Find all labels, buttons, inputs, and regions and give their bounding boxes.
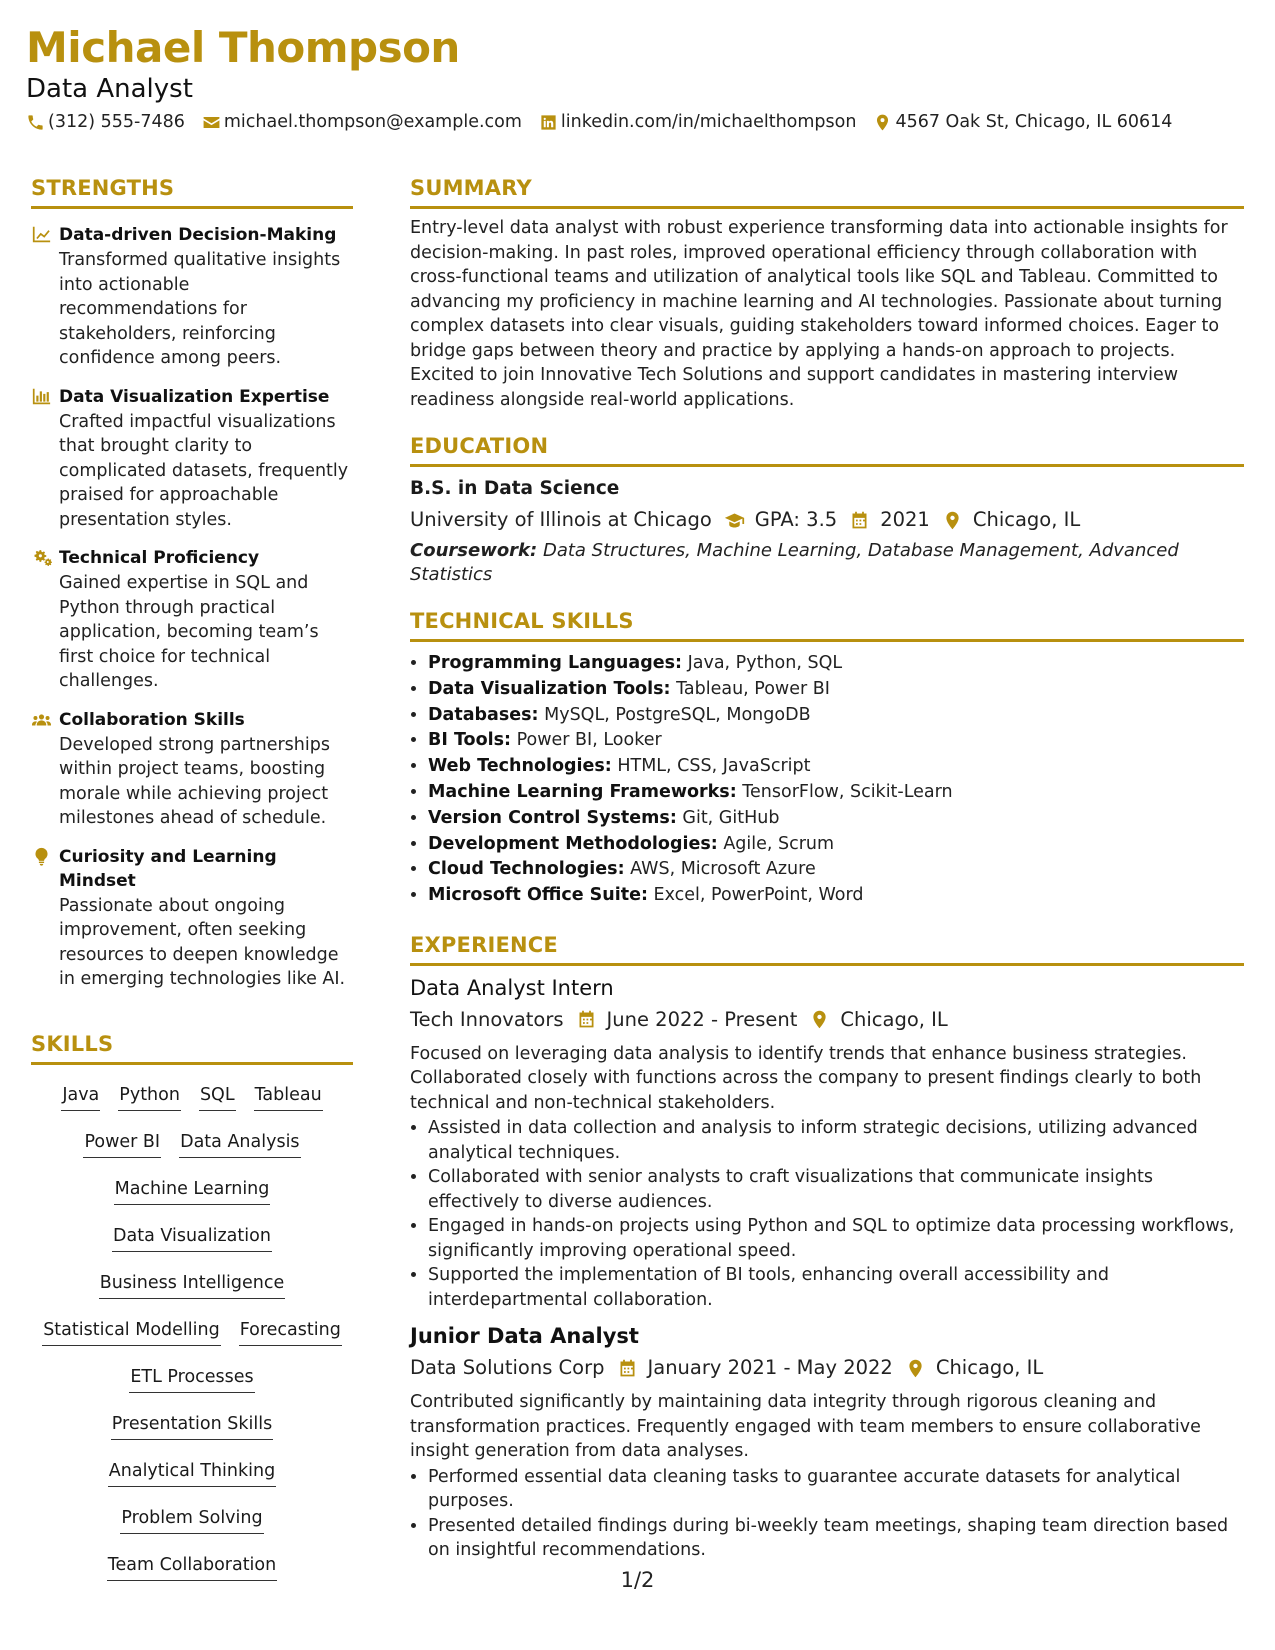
line-chart-icon [31,225,52,244]
technical-skills-heading: TECHNICAL SKILLS [410,607,1244,642]
strength-item [31,385,353,533]
candidate-name: Michael Thompson [26,23,460,72]
strength-title: Collaboration Skills [59,709,245,730]
coursework-label: Coursework: [410,540,538,561]
experience-heading: EXPERIENCE [410,931,1244,966]
skill-tag: Forecasting [239,1316,342,1346]
skill-tag: Analytical Thinking [108,1457,276,1487]
list-item [428,883,1244,909]
skills-heading: SKILLS [31,1030,353,1065]
linkedin-icon [539,113,558,132]
list-item [428,703,1244,729]
skill-tag: SQL [199,1081,236,1111]
skill-tag: Tableau [254,1081,323,1111]
strength-item [31,708,353,831]
page-number: 1/2 [620,1568,655,1592]
skill-tag: Team Collaboration [107,1551,277,1581]
skill-tag: Data Visualization [112,1222,272,1252]
map-pin-icon [873,113,892,132]
education-gpa: GPA: 3.5 [754,508,838,531]
map-pin-icon [942,510,963,531]
graduation-cap-icon [724,510,745,531]
tech-skill-label: BI Tools: [428,730,512,751]
tech-skill-label: Version Control Systems: [428,807,677,828]
job-title: Data Analyst Intern [410,975,614,1000]
skill-tag: Python [118,1081,181,1111]
tech-skill-label: Machine Learning Frameworks: [428,781,737,802]
education-meta [410,506,1244,534]
list-item: • Presented detailed findings during bi-weekly team meetings, shaping team direction based on insightful recommendations. [428,1514,1244,1563]
list-item: • Collaborated with senior analysts to craft visualizations that communicate insights effectively to diverse audiences. [428,1165,1244,1214]
tech-skill-value: Excel, PowerPoint, Word [647,885,864,906]
skill-tag: Machine Learning [114,1175,271,1205]
tech-skill-value: TensorFlow, Scikit-Learn [736,781,953,802]
list-item [428,857,1244,883]
skill-tag: Business Intelligence [99,1269,286,1299]
tech-skill-label: Microsoft Office Suite: [428,885,648,906]
calendar-icon [617,1358,638,1379]
strength-item [31,845,353,992]
list-item [428,651,1244,677]
tech-skill-label: Web Technologies: [428,756,612,777]
tech-skill-label: Cloud Technologies: [428,859,625,880]
gears-icon [31,548,52,567]
strength-description: Developed strong partnerships within project teams, boosting morale while achieving project milestones ahead of schedule. [59,734,330,828]
list-item: • Supported the implementation of BI tools, enhancing overall accessibility and interdepartmental collaboration. [428,1263,1244,1312]
tech-skill-label: Databases: [428,704,539,725]
skill-tag: Statistical Modelling [42,1316,221,1346]
job-location: Chicago, IL [840,1007,948,1031]
skill-tag: ETL Processes [129,1363,254,1393]
tech-skill-value: Tableau, Power BI [670,678,830,699]
list-item [428,754,1244,780]
list-item [428,832,1244,858]
left-column [31,174,353,1594]
strength-description: Passionate about ongoing improvement, often seeking resources to deepen knowledge in emerging technologies like AI. [59,895,346,989]
tech-skill-label: Programming Languages: [428,653,683,673]
job-location: Chicago, IL [935,1356,1044,1380]
list-item [428,780,1244,806]
job-meta [410,1354,1244,1382]
bar-chart-icon [31,387,52,406]
contact-linkedin[interactable] [539,112,857,132]
tech-skill-value: Agile, Scrum [717,833,835,854]
list-item: • Engaged in hands-on projects using Python and SQL to optimize data processing workflows, significantly improving operational speed. [428,1214,1244,1263]
strengths-heading: STRENGTHS [31,174,353,209]
tech-skill-value: Power BI, Looker [511,730,662,751]
tech-skill-label: Data Visualization Tools: [428,678,671,699]
job-dates: January 2021 - May 2022 [647,1356,893,1380]
contact-address [873,112,1172,132]
job-company: Data Solutions Corp [410,1356,605,1380]
coursework-list: Data Structures, Machine Learning, Database Management, Advanced Statistics [410,540,1179,585]
education-year: 2021 [880,508,930,531]
job-meta [410,1006,1244,1034]
list-item [428,728,1244,754]
strength-title: Technical Proficiency [59,548,260,568]
job-description: Contributed significantly by maintaining data integrity through rigorous cleaning and transformation practices. Frequently engaged with team members to ensure collaborative insight generation from data analyses. [410,1392,1201,1462]
strength-item [31,546,353,694]
strength-description: Crafted impactful visualizations that brought clarity to complicated datasets, frequently praised for approachable presentation styles. [59,411,349,530]
skill-tag: Power BI [83,1128,161,1158]
calendar-icon [849,510,870,531]
strength-description: Gained expertise in SQL and Python through practical application, becoming team’s first choice for technical challenges. [59,573,319,691]
contact-linkedin-text: linkedin.com/in/michaelthompson [560,112,857,132]
tech-skill-value: AWS, Microsoft Azure [624,859,816,880]
contact-email-text: michael.thompson@example.com [223,112,522,132]
list-item: • Performed essential data cleaning tasks to guarantee accurate datasets for analytical purposes. [428,1465,1244,1514]
users-icon [31,710,52,729]
contact-bar [26,112,1256,132]
skill-tag: Problem Solving [120,1504,263,1534]
lightbulb-icon [31,847,52,866]
contact-address-text: 4567 Oak St, Chicago, IL 60614 [895,112,1173,132]
tech-skill-value: Git, GitHub [676,807,780,828]
job-title: Junior Data Analyst [410,1324,639,1349]
list-item: • Assisted in data collection and analysis to inform strategic decisions, utilizing advanced analytical techniques. [428,1116,1244,1165]
envelope-icon [202,113,221,132]
strength-title: Data Visualization Expertise [59,386,330,407]
list-item [428,806,1244,832]
tech-skill-value: HTML, CSS, JavaScript [611,756,811,777]
job-description: Focused on leveraging data analysis to identify trends that enhance business strategies. Collaborated closely with functions across the company to present findings clearly to both technical and non-technical stakeholders. [410,1043,1202,1113]
education-school: University of Illinois at Chicago [410,508,712,531]
resume-header [26,22,1256,132]
contact-email[interactable] [202,112,522,132]
tech-skill-label: Development Methodologies: [428,833,718,854]
education-location: Chicago, IL [972,508,1081,531]
summary-text: Entry-level data analyst with robust experience transforming data into actionable insights for decision-making. In past roles, improved operational efficiency through collaboration with cross-functional teams and utilization of analytical tools like SQL and Tableau. Committed to advancing my proficiency in machine learning and AI technologies. Passionate about turning complex datasets into clear visuals, guiding stakeholders toward informed choices. Eager to bridge gaps between theory and practice by applying a hands-on approach to projects. Excited to join Innovative Tech Solutions and support candidates in mastering interview readiness alongside real-world applications. [410,218,1228,410]
strength-item [31,223,353,371]
candidate-title: Data Analyst [26,74,193,104]
phone-icon [26,113,45,132]
job-bullets [410,1116,1244,1312]
tech-skill-value: MySQL, PostgreSQL, MongoDB [538,704,811,725]
map-pin-icon [809,1009,830,1030]
right-column [410,174,1244,1573]
list-item [428,677,1244,703]
education-heading: EDUCATION [410,432,1244,467]
strength-title: Curiosity and Learning Mindset [59,846,277,891]
tech-skill-value: Java, Python, SQL [682,653,843,673]
skills-tag-list [31,1077,353,1594]
strength-description: Transformed qualitative insights into actionable recommendations for stakeholders, reinforcing confidence among peers. [59,250,341,368]
skill-tag: Java [61,1081,100,1111]
contact-phone[interactable] [26,112,185,132]
education-degree: B.S. in Data Science [410,478,620,499]
map-pin-icon [905,1358,926,1379]
job-bullets [410,1465,1244,1563]
technical-skills-list [410,651,1244,909]
skill-tag: Data Analysis [179,1128,300,1158]
calendar-icon [576,1009,597,1030]
job-dates: June 2022 - Present [606,1007,798,1031]
education-coursework [410,539,1244,587]
strength-title: Data-driven Decision-Making [59,225,337,245]
contact-phone-text: (312) 555-7486 [48,112,185,132]
skill-tag: Presentation Skills [111,1410,273,1440]
job-company: Tech Innovators [410,1007,564,1031]
summary-heading: SUMMARY [410,174,1244,209]
